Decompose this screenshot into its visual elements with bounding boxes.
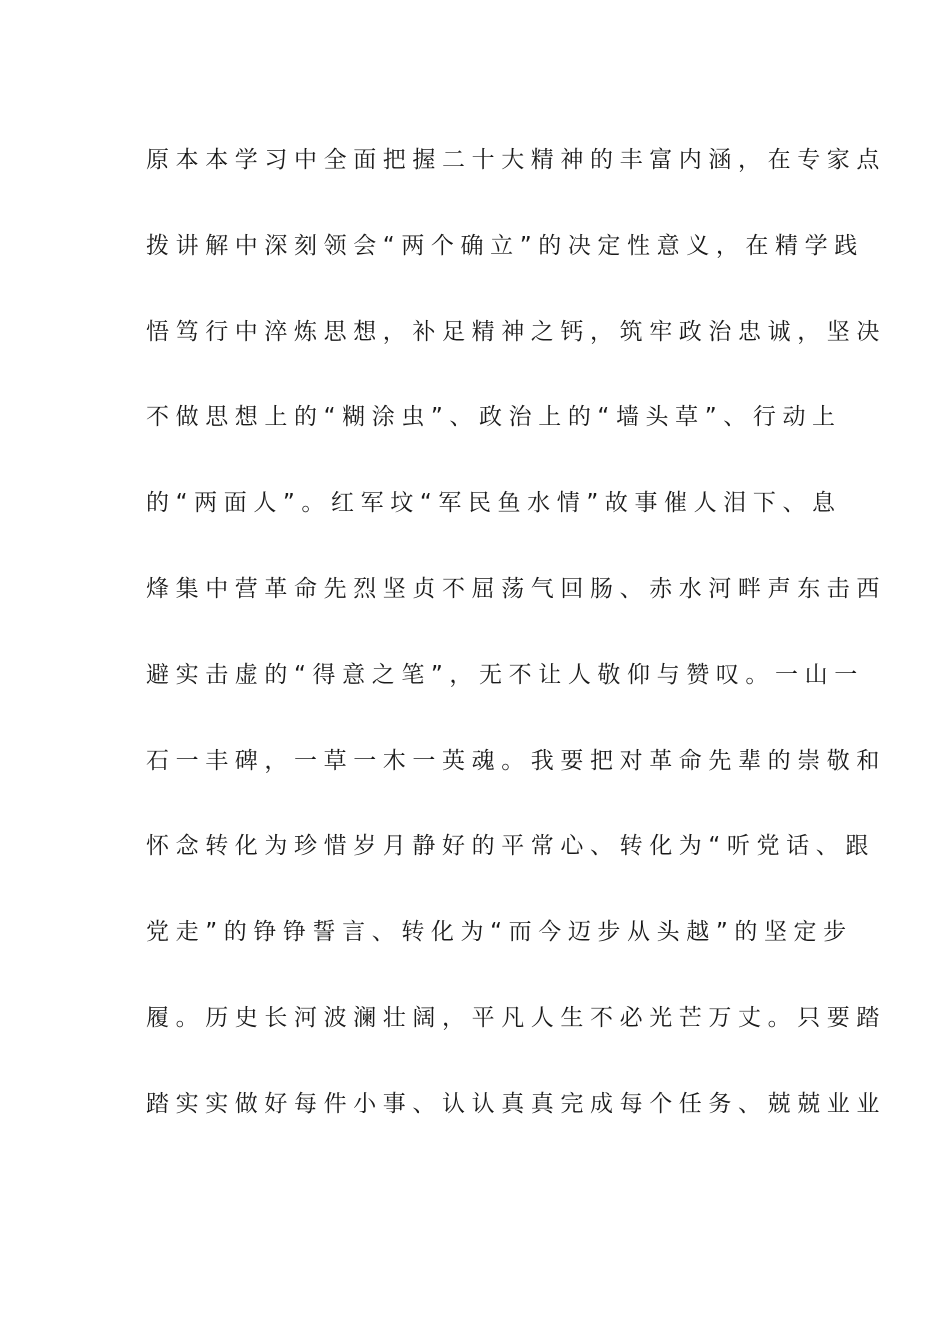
- text-line: 原本本学习中全面把握二十大精神的丰富内涵，在专家点: [146, 147, 886, 173]
- text-line: 履。历史长河波澜壮阔，平凡人生不必光芒万丈。只要踏: [146, 1004, 886, 1031]
- text-line: 怀念转化为珍惜岁月静好的平常心、转化为“听党话、跟: [146, 833, 875, 860]
- text-line: 拨讲解中深刻领会“两个确立”的决定性意义，在精学践: [146, 232, 864, 259]
- body-text: [146, 140, 886, 1170]
- text-line: 党走”的铮铮誓言、转化为“而今迈步从头越”的坚定步: [146, 919, 853, 946]
- text-line: 避实击虚的“得意之笔”，无不让人敬仰与赞叹。一山一: [146, 661, 864, 688]
- text-line: 烽集中营革命先烈坚贞不屈荡气回肠、赤水河畔声东击西: [146, 575, 886, 602]
- text-line: 踏实实做好每件小事、认认真真完成每个任务、兢兢业业: [146, 1090, 886, 1117]
- text-line: 悟笃行中淬炼思想，补足精神之钙，筑牢政治忠诚，坚决: [146, 318, 886, 345]
- text-line: 不做思想上的“糊涂虫”、政治上的“墙头草”、行动上: [146, 404, 842, 431]
- text-line: 的“两面人”。红军坟“军民鱼水情”故事催人泪下、息: [146, 490, 842, 517]
- text-line: 石一丰碑，一草一木一英魂。我要把对革命先辈的崇敬和: [146, 747, 886, 774]
